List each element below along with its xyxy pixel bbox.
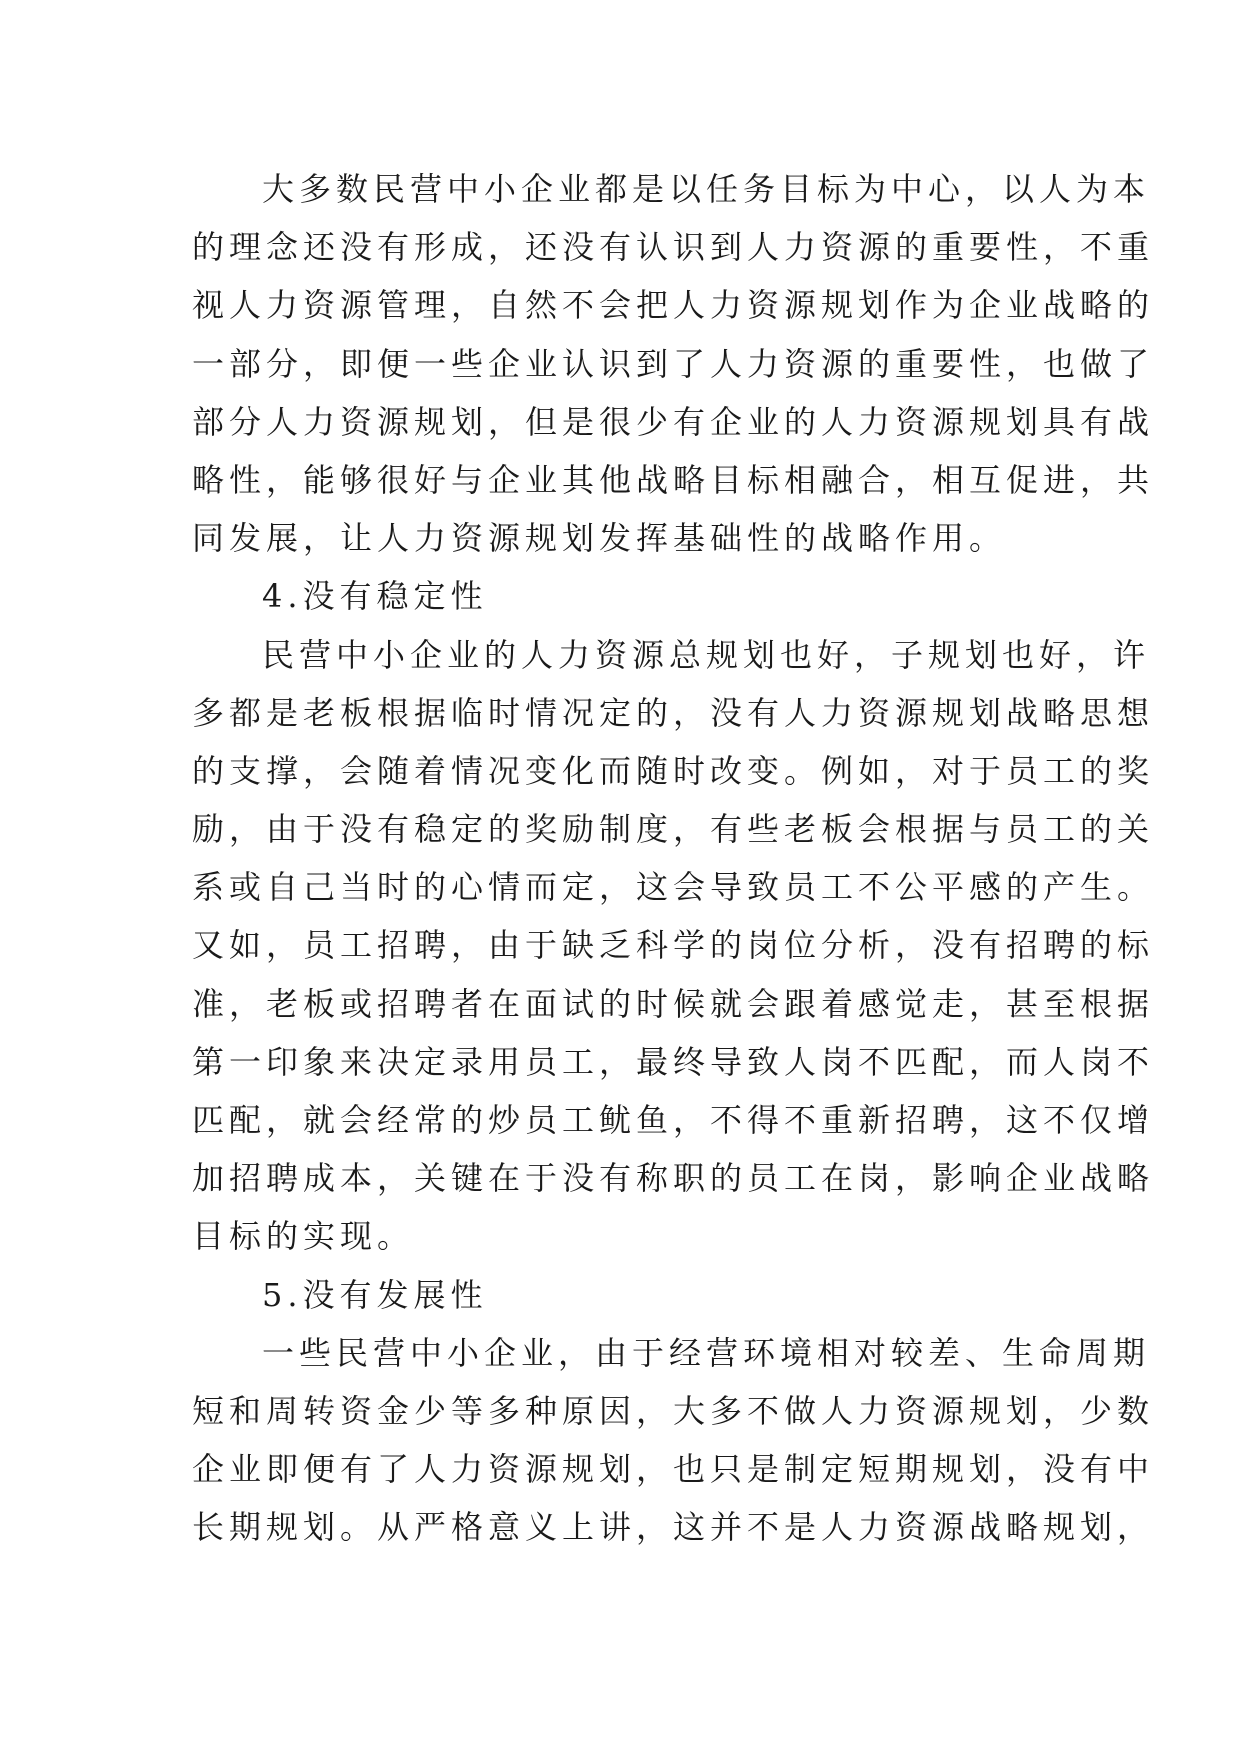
paragraph-line: 第一印象来决定录用员工，最终导致人岗不匹配，而人岗不 [192,1042,1155,1081]
paragraph-line: 的理念还没有形成，还没有认识到人力资源的重要性，不重 [192,228,1155,267]
paragraph-line: 的支撑，会随着情况变化而随时改变。例如，对于员工的奖 [192,751,1155,790]
paragraph-line: 短和周转资金少等多种原因，大多不做人力资源规划，少数 [192,1391,1155,1430]
paragraph-line: 大多数民营中小企业都是以任务目标为中心，以人为本 [262,170,1151,208]
paragraph-line: 系或自己当时的心情而定，这会导致员工不公平感的产生。 [192,868,1155,907]
paragraph-line: 多都是老板根据临时情况定的，没有人力资源规划战略思想 [192,693,1155,732]
section-heading: 5.没有发展性 [262,1275,488,1314]
paragraph-line: 加招聘成本，关键在于没有称职的员工在岗，影响企业战略 [192,1159,1155,1198]
paragraph-line: 部分人力资源规划，但是很少有企业的人力资源规划具有战 [192,402,1155,441]
section-heading: 4.没有稳定性 [262,577,488,616]
paragraph-line: 准，老板或招聘者在面试的时候就会跟着感觉走，甚至根据 [192,984,1155,1023]
paragraph-line: 民营中小企业的人力资源总规划也好，子规划也好，许 [262,635,1151,674]
paragraph-line: 略性，能够很好与企业其他战略目标相融合，相互促进，共 [192,460,1155,499]
paragraph-line: 长期规划。从严格意义上讲，这并不是人力资源战略规划， [192,1508,1155,1547]
paragraph-line: 同发展，让人力资源规划发挥基础性的战略作用。 [192,519,1007,558]
paragraph-line: 企业即便有了人力资源规划，也只是制定短期规划，没有中 [192,1450,1155,1489]
paragraph-line: 目标的实现。 [192,1217,415,1256]
paragraph-line: 一部分，即便一些企业认识到了人力资源的重要性，也做了 [192,344,1155,383]
paragraph-line: 匹配，就会经常的炒员工鱿鱼，不得不重新招聘，这不仅增 [192,1101,1155,1139]
document-body [192,160,1155,1557]
paragraph-line: 一些民营中小企业，由于经营环境相对较差、生命周期 [262,1333,1151,1372]
paragraph-line: 又如，员工招聘，由于缺乏科学的岗位分析，没有招聘的标 [192,926,1155,965]
paragraph-line: 励，由于没有稳定的奖励制度，有些老板会根据与员工的关 [192,810,1155,849]
paragraph-line: 视人力资源管理，自然不会把人力资源规划作为企业战略的 [192,286,1155,325]
